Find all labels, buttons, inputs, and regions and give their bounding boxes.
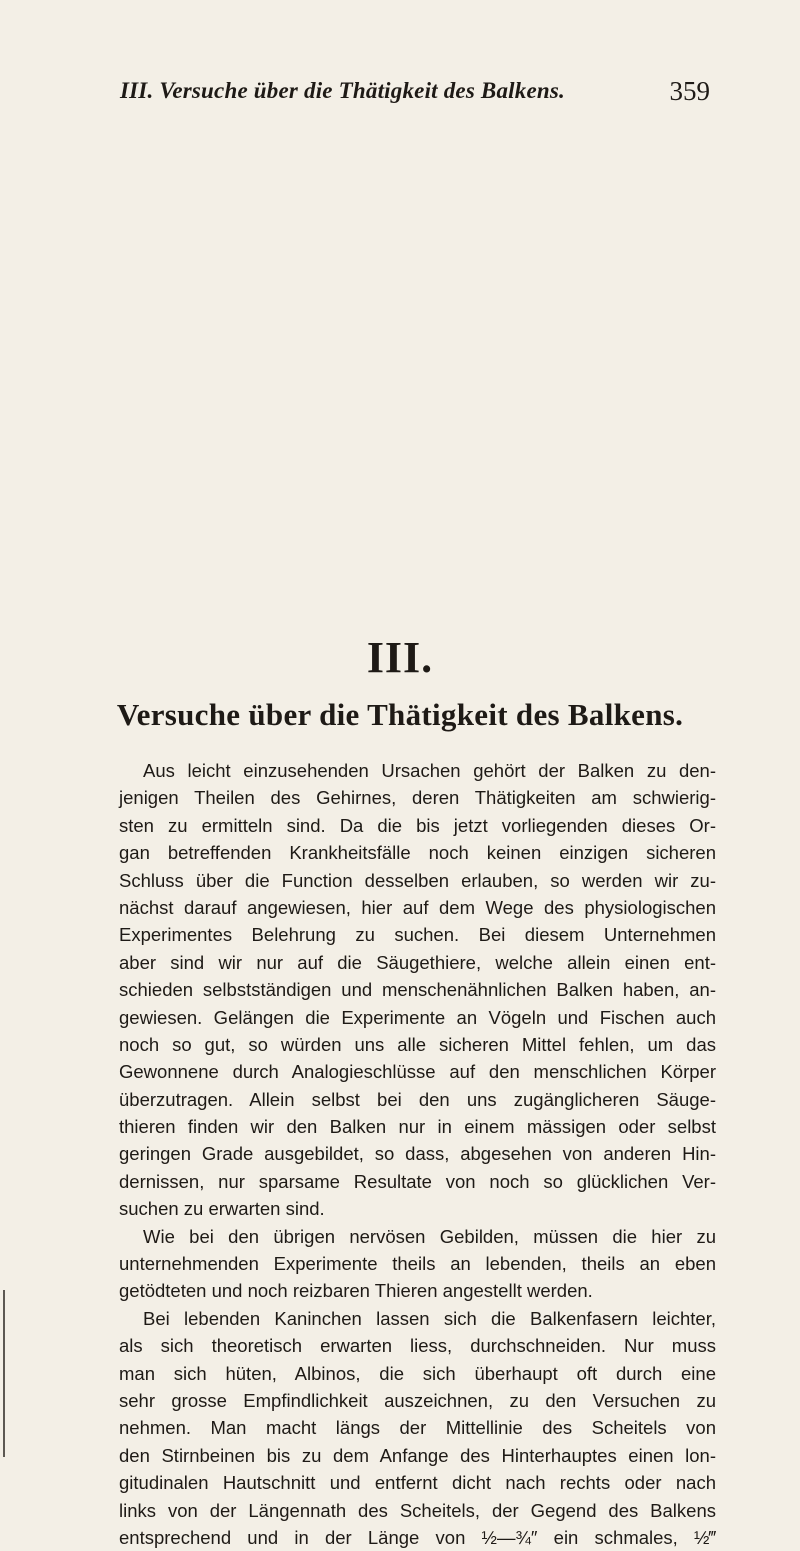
text-line: man sich hüten, Albinos, die sich überhaupt oft durch eine — [119, 1362, 716, 1384]
text-line: noch so gut, so würden uns alle sicheren Mittel fehlen, um das — [119, 1033, 716, 1055]
page-edge-shadow — [3, 1290, 5, 1457]
section-title: Versuche über die Thätigkeit des Balkens. — [116, 697, 684, 732]
text-line: thieren finden wir den Balken nur in einem mässigen oder selbst — [119, 1116, 716, 1138]
text-line: schieden selbstständigen und menschenähnlichen Balken haben, an- — [119, 979, 716, 1001]
text-line: Gewonnene durch Analogieschlüsse auf den menschlichen Körper — [119, 1061, 716, 1083]
text-line: entsprechend und in der Länge von ½—¾″ ein schmales, ½‴ — [119, 1526, 716, 1548]
section-numeral: III. — [366, 633, 434, 682]
text-line: sten zu ermitteln sind. Da die bis jetzt vorliegenden dieses Or- — [119, 814, 716, 836]
text-line: Bei lebenden Kaninchen lassen sich die Balkenfasern leichter, — [143, 1307, 716, 1329]
text-line: getödteten und noch reizbaren Thieren angestellt werden. — [119, 1280, 593, 1302]
text-line: aber sind wir nur auf die Säugethiere, welche allein einen ent- — [119, 951, 716, 973]
running-head — [120, 78, 710, 114]
text-line: jenigen Theilen des Gehirnes, deren Thätigkeiten am schwierig- — [119, 787, 716, 809]
text-line: Schluss über die Function desselben erlauben, so werden wir zu- — [119, 869, 716, 891]
text-line: nehmen. Man macht längs der Mittellinie des Scheitels von — [119, 1417, 716, 1439]
body-text — [119, 757, 716, 1551]
text-line: nächst darauf angewiesen, hier auf dem Wege des physiologischen — [119, 896, 716, 918]
text-line: geringen Grade ausgebildet, so dass, abgesehen von anderen Hin- — [119, 1143, 716, 1165]
text-line: sehr grosse Empfindlichkeit auszeichnen, zu den Versuchen zu — [119, 1389, 716, 1411]
running-title: III. Versuche über die Thätigkeit des Balkens. — [120, 78, 565, 103]
text-line: links von der Längennath des Scheitels, der Gegend des Balkens — [119, 1499, 716, 1521]
text-line: den Stirnbeinen bis zu dem Anfange des Hinterhauptes einen lon- — [119, 1444, 716, 1466]
text-line: gan betreffenden Krankheitsfälle noch keinen einzigen sicheren — [119, 842, 716, 864]
text-line: Aus leicht einzusehenden Ursachen gehört der Balken zu den- — [143, 760, 716, 781]
text-line: Experimentes Belehrung zu suchen. Bei diesem Unternehmen — [119, 924, 716, 946]
text-line: als sich theoretisch erwarten liess, durchschneiden. Nur muss — [119, 1335, 716, 1357]
text-line: gitudinalen Hautschnitt und entfernt dicht nach rechts oder nach — [119, 1472, 716, 1494]
text-line: überzutragen. Allein selbst bei den uns zugänglicheren Säuge- — [119, 1088, 716, 1110]
text-line: Wie bei den übrigen nervösen Gebilden, müssen die hier zu — [143, 1225, 716, 1247]
text-line: dernissen, nur sparsame Resultate von noch so glücklichen Ver- — [119, 1170, 716, 1192]
text-line: suchen zu erwarten sind. — [119, 1198, 325, 1220]
page-number: 359 — [669, 76, 710, 106]
text-line: unternehmenden Experimente theils an lebenden, theils an eben — [119, 1253, 716, 1275]
text-line: gewiesen. Gelängen die Experimente an Vögeln und Fischen auch — [119, 1006, 716, 1028]
